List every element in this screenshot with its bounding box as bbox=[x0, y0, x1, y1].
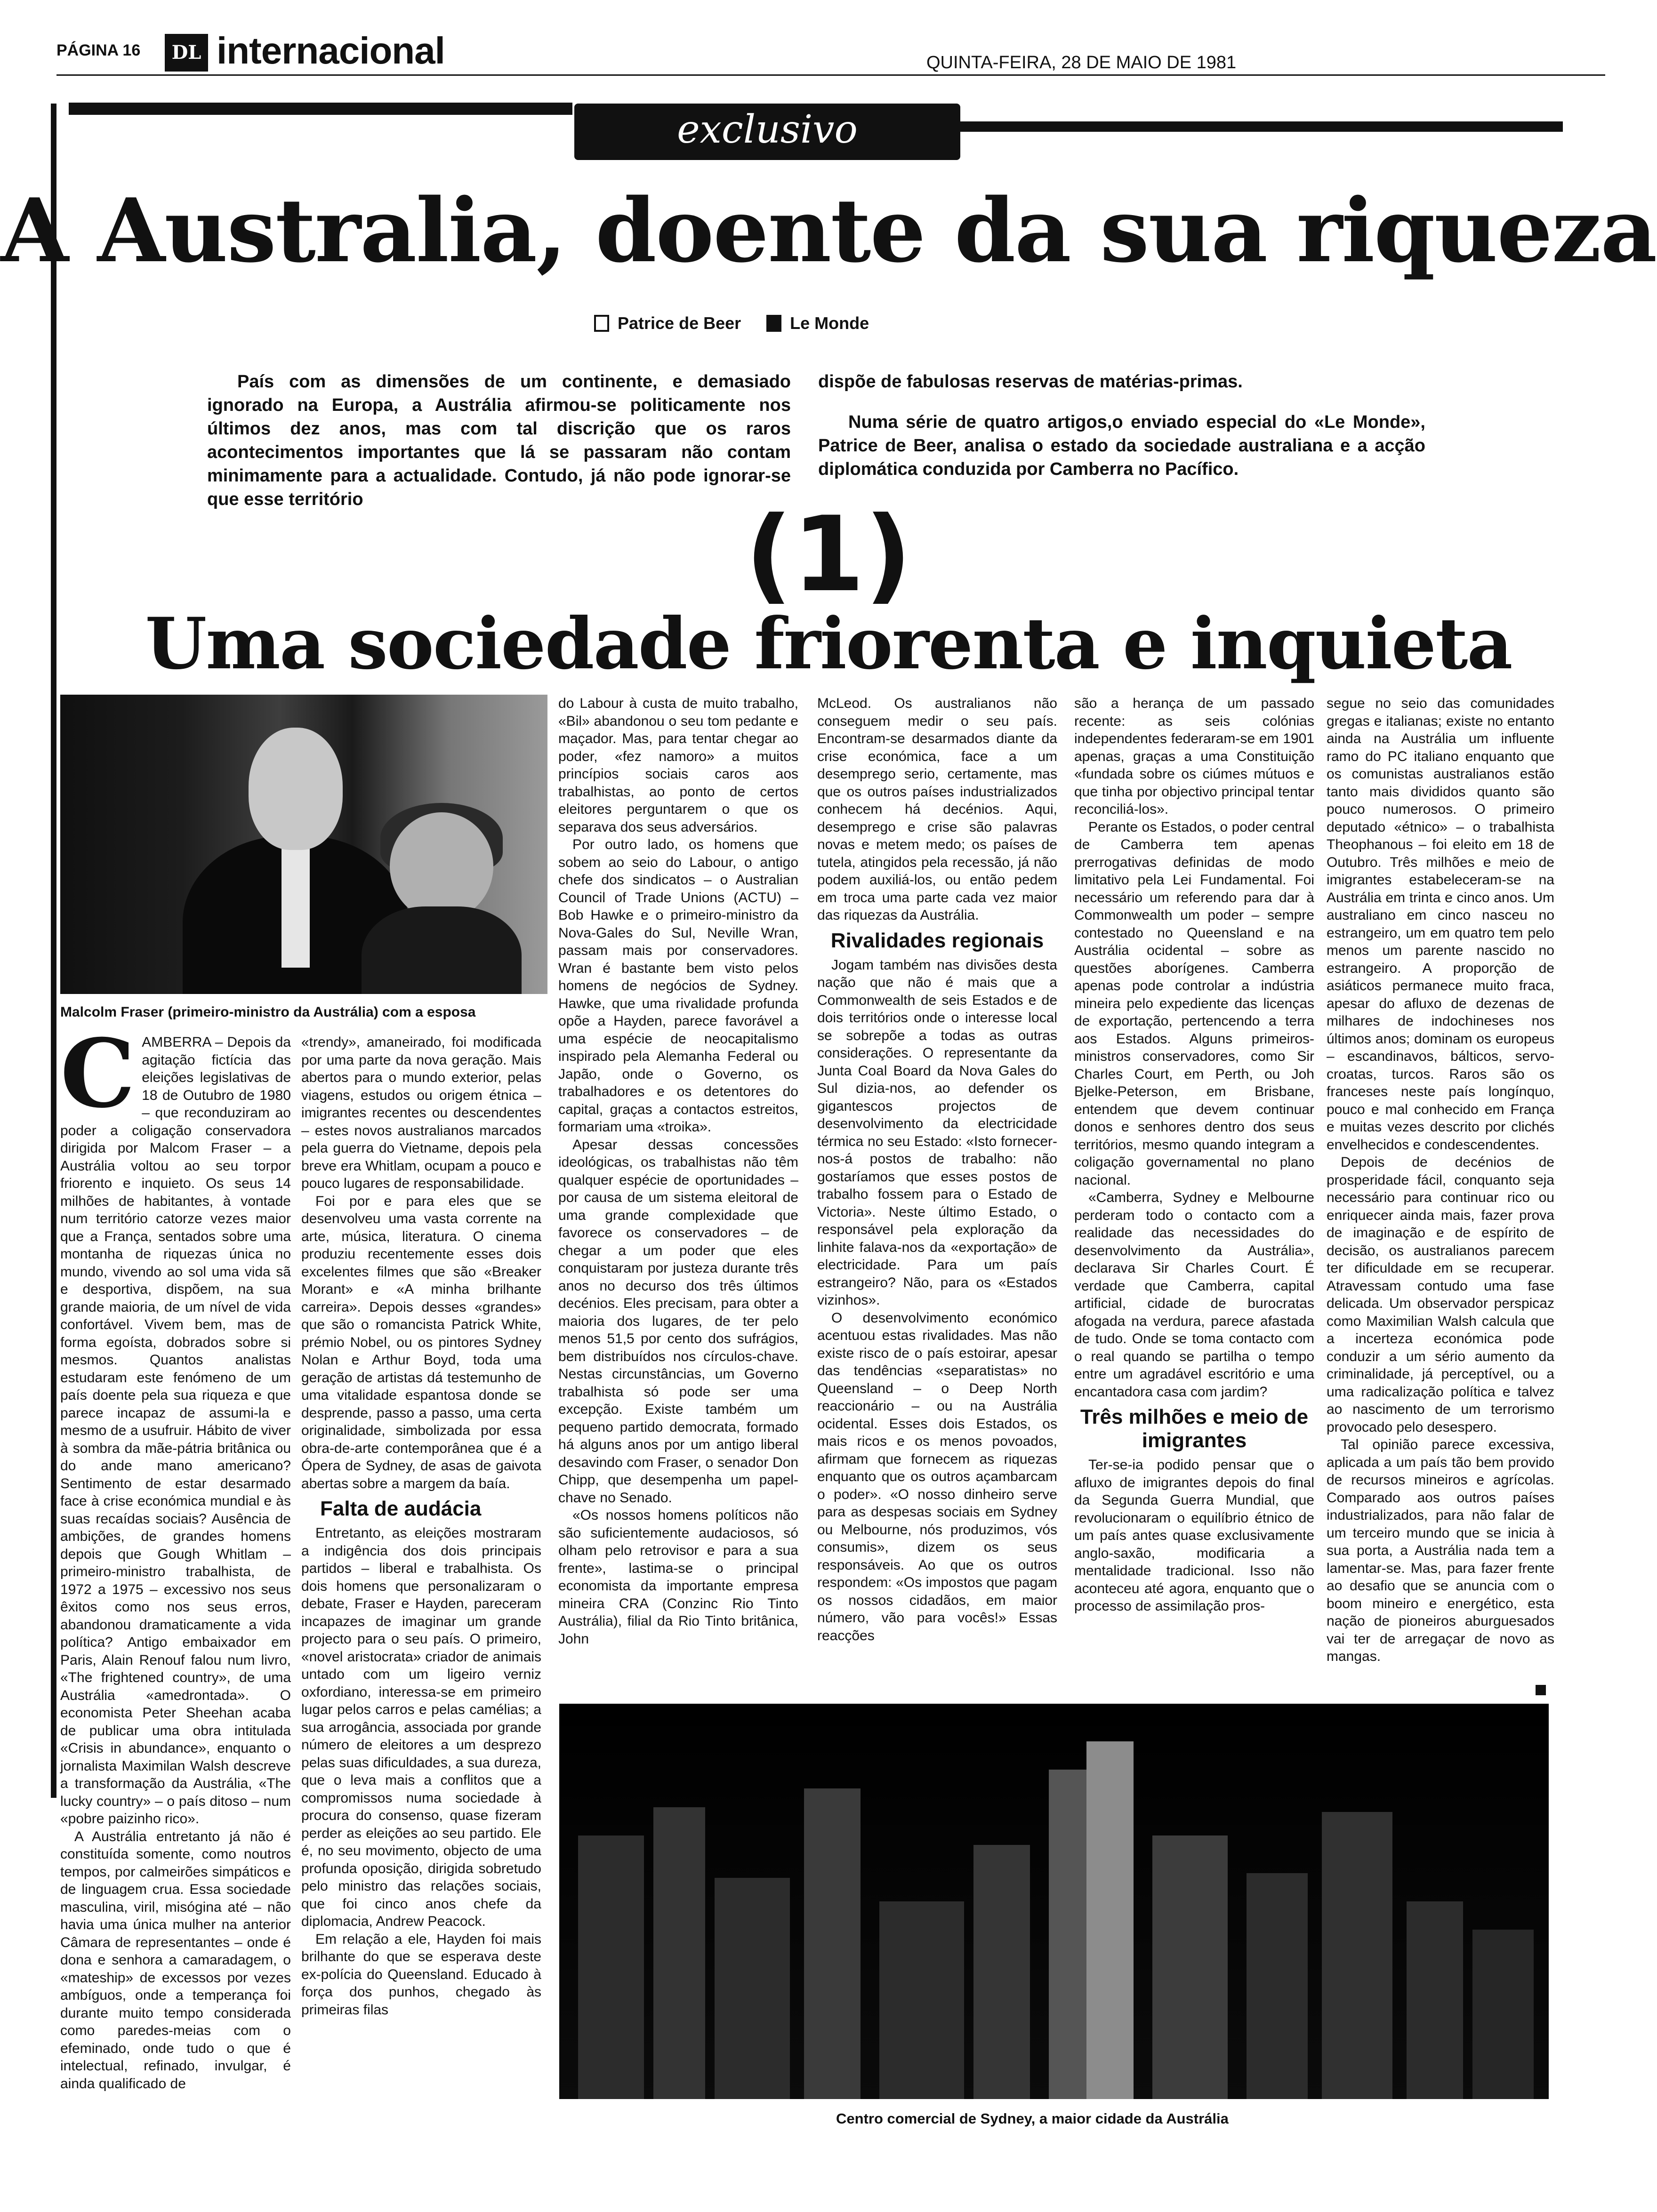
band-rule-right bbox=[960, 121, 1563, 132]
lead-right-text-2: Numa série de quatro artigos,o enviado especial do «Le Monde», Patrice de Beer, analisa o estado da sociedade australiana e a acção diplomática conduzida por Camberra no Pacífico. bbox=[818, 412, 1425, 479]
author-icon bbox=[594, 315, 609, 332]
photo-sydney-skyline bbox=[559, 1704, 1549, 2099]
issue-date: QUINTA-FEIRA, 28 DE MAIO DE 1981 bbox=[926, 53, 1237, 72]
article-column-1 bbox=[60, 1018, 291, 2092]
col5-paragraph-3: «Camberra, Sydney e Melbourne perderam todo o contacto com a realidade das necessidades do desenvolvimento da Austrália», declarava Sir Charles Court. É verdade que Camberra, capital artificial, cidade de burocratas afogada na verdura, parece afastada de tudo. Onde se toma contacto com o real quando se partilha o tempo entre um agradável escritório e uma encantadora casa com jardim? bbox=[1074, 1190, 1314, 1400]
sub-headline: Uma sociedade friorenta e inquieta bbox=[145, 602, 1512, 685]
col4-paragraph-2: Jogam também nas divisões desta nação que não é mais que a Commonwealth de seis Estados e de dois territórios onde o interesse local se sobrepõe a todas as outras considerações. O representante da Junta Coal Board da Nova Gales do Sul dizia-nos, ao defender os gigantescos projectos de desenvolvimento da electricidade térmica no seu Estado: «Isto fornecer-nos-á postos de trabalho: não gostaríamos que esses postos de trabalho fossem para o Estado de Victoria». Neste último Estado, o responsável pela exploração da linhite falava-nos da «exportação» de electricidade. Para um país estrangeiro? Não, para os «Estados vizinhos». bbox=[817, 957, 1057, 1308]
article-column-4 bbox=[817, 695, 1057, 1644]
band-rule-left bbox=[69, 103, 572, 115]
col3-paragraph-3: Apesar dessas concessões ideológicas, os trabalhistas não têm qualquer espécie de oportunidades – por causa de um sistema eleitoral de uma grande complexidade que favorece os conservadores – de chegar a um poder que eles conquistaram por justeza durante três anos no decurso dos três últimos decénios. Eles precisam, para obter a maioria dos lugares, de ter pelo menos 51,5 por cento dos sufrágios, bem distribuídos nos círculos-chave. Nestas circunstâncias, um Governo trabalhista só pode ser uma excepção. Existe também um pequeno partido democrata, formado há alguns anos por um antigo liberal desavindo com Fraser, o senador Don Chipp, que desempenha um papel-chave no Senado. bbox=[558, 1137, 798, 1506]
col3-paragraph-4: «Os nossos homens políticos não são suficientemente audaciosos, só olham pelo retrovisor e para a sua frente», lastima-se o principal economista da importante empresa mineira CRA (Conzinc Rio Tinto Austrália), filial da Rio Tinto britânica, John bbox=[558, 1507, 798, 1647]
crosshead-falta-de-audacia: Falta de audácia bbox=[320, 1497, 482, 1520]
section-title: internacional bbox=[217, 30, 445, 72]
col4-paragraph-3: O desenvolvimento económico acentuou estas rivalidades. Mas não existe risco de o país estoirar, apesar das tendências «separatistas» no Queensland – o Deep North reaccionário – ou na Austrália ocidental. Esses dois Estados, os mais ricos e os menos povoados, afirmam que fornecem as riquezas enquanto que os outros açambarcam o poder». «O nosso dinheiro serve para as despesas sociais em Sydney ou Melbourne, nós produzimos, vós consumis», dizem os seus responsáveis. Ao que os outros respondem: «Os impostos que pagam os nossos cidadãos, em maior número, vão para vocês!» Essas reacções bbox=[817, 1310, 1057, 1643]
article-column-2 bbox=[301, 1034, 541, 2019]
col2-paragraph-1: «trendy», amaneirado, foi modificada por uma parte da nova geração. Mais abertos para o mundo exterior, pelas viagens, estudos ou origem étnica – imigrantes recentes ou descendentes – estes novos australianos marcados pela guerra do Vietname, depois pela breve era Whitlam, ocupam a pouco e pouco lugares de responsabilidade. bbox=[301, 1034, 541, 1191]
col2-paragraph-2: Foi por e para eles que se desenvolveu uma vasta corrente na arte, música, literatura. O cinema produziu recentemente esses dois excelentes filmes que são «Breaker Morant» e «A minha brilhante carreira». Depois desses «grandes» que são o romancista Patrick White, prémio Nobel, ou os pintores Sydney Nolan e Arthur Boyd, toda uma geração de artistas dá testemunho de uma vitalidade espantosa donde se desprende, passo a passo, uma certa originalidade, simbolizada por essa obra-de-arte contemporânea que é a Ópera de Sydney, de asas de gaivota abertas sobre a margem da baía. bbox=[301, 1193, 541, 1491]
masthead-rule bbox=[56, 74, 1605, 76]
crosshead-tres-milhoes: Três milhões e meio de imigrantes bbox=[1080, 1405, 1309, 1452]
photo-caption-fraser: Malcolm Fraser (primeiro-ministro da Austrália) com a esposa bbox=[60, 1004, 476, 1020]
author-name: Patrice de Beer bbox=[618, 313, 741, 333]
col5-paragraph-1: são a herança de um passado recente: as seis colónias independentes federaram-se em 1901 apenas, graças a uma Constituição «fundada sobre os ciúmes mútuos e que tinha por objectivo principal tentar reconciliá-los». bbox=[1074, 696, 1314, 817]
byline bbox=[594, 313, 869, 333]
col2-paragraph-4: Em relação a ele, Hayden foi mais brilhante do que se esperava deste ex-polícia do Queensland. Educado à força dos punhos, chegado às primeiras filas bbox=[301, 1931, 541, 2018]
source-name: Le Monde bbox=[790, 313, 869, 333]
col4-paragraph-1: McLeod. Os australianos não conseguem medir o seu país. Encontram-se desarmados diante da crise económica, face a um desemprego serio, certamente, mas que os outros países industrializados conhecem há decénios. Aqui, desemprego e crise são palavras novas e metem medo; os países de tutela, atingidos pela recessão, já não podem auxiliá-los, ou então pedem em troca uma parte cada vez maior das riquezas da Austrália. bbox=[817, 696, 1057, 923]
col3-paragraph-1: do Labour à custa de muito trabalho, «Bil» abandonou o seu tom pedante e maçador. Mas, para tentar chegar ao poder, «fez namoro» a muitos princípios sociais caros aos trabalhistas, ao ponto de certos eleitores perguntarem o que os separava dos seus adversários. bbox=[558, 696, 798, 835]
lead-left bbox=[207, 370, 791, 511]
part-number: (1) bbox=[745, 494, 912, 615]
newspaper-logo: DL bbox=[165, 34, 208, 72]
lead-right-text-1: dispõe de fabulosas reservas de matérias-primas. bbox=[818, 372, 1243, 392]
left-frame-rule bbox=[51, 104, 56, 1798]
col3-paragraph-2: Por outro lado, os homens que sobem ao seio do Labour, o antigo chefe dos sindicatos – o Australian Council of Trade Unions (ACTU) – Bob Hawke e o primeiro-ministro da Nova-Gales do Sul, Neville Wran, passam mais por conservadores. Wran é bastante bem visto pelos homens de negócios de Sydney. Hawke, que uma rivalidade profunda opõe a Hayden, parece favorável a uma espécie de neocapitalismo inspirado pela Alemanha Federal ou Japão, onde o Governo, os trabalhadores e os detentores do capital, graças a contactos estreitos, formariam uma «troika». bbox=[558, 837, 798, 1135]
col6-paragraph-1: segue no seio das comunidades gregas e italianas; existe no entanto ainda na Austrália um influente ramo do PC italiano enquanto que os comunistas australianos estão tanto mais divididos quanto são pouco numerosos. O primeiro deputado «étnico» – o trabalhista Theophanous – foi eleito em 18 de Outubro. Três milhões e meio de imigrantes estabeleceram-se na Austrália em trinta e cinco anos. Um australiano em cinco nasceu no estrangeiro, um em quatro tem pelo menos um parente nascido no estrangeiro. A proporção de asiáticos permanece muito fraca, apesar do afluxo de dezenas de milhares de indochineses nos últimos anos; dominam os europeus – escandinavos, bálticos, servo-croatas, turcos. Raros são os franceses neste país longínquo, pouco e mal conhecido em França e muitas vezes descrito por clichés envelhecidos e condescendentes. bbox=[1327, 696, 1554, 1153]
article-column-3 bbox=[558, 695, 798, 1648]
exclusive-label: exclusivo bbox=[574, 104, 960, 160]
col6-paragraph-2: Depois de decénios de prosperidade fácil, conquanto seja necessário para continuar rico ou enriquecer ainda mais, fazer prova de imaginação e de espírito de decisão, os australianos parecem ter dificuldade em se recuperar. Atravessam contudo uma fase delicada. Um observador perspicaz como Maximilian Walsh calcula que a incerteza económica pode conduzir a um sério aumento da criminalidade, já perceptível, ou a uma radicalização política e talvez ao nascimento de um terrorismo provocado pelo desespero. bbox=[1327, 1154, 1554, 1435]
col6-paragraph-3: Tal opinião parece excessiva, aplicada a um país tão bem provido de recursos mineiros e agrícolas. Comparado aos outros países industrializados, para não falar de um terceiro mundo que se inicia à sua porta, a Austrália nada tem a lamentar-se. Mas, para fazer frente ao desafio que se anuncia com o boom mineiro e energético, esta nação de pioneiros aburguesados vai ter de arregaçar de novo as mangas. bbox=[1327, 1437, 1554, 1664]
photo-fraser-couple bbox=[60, 695, 547, 994]
main-headline: A Australia, doente da sua riqueza bbox=[0, 179, 1657, 282]
page-number: PÁGINA 16 bbox=[56, 41, 141, 59]
drop-cap: C bbox=[60, 1018, 136, 1129]
end-of-article-mark bbox=[1536, 1685, 1546, 1695]
lead-left-text: País com as dimensões de um continente, e demasiado ignorado na Europa, a Austrália afirmou-se politicamente nos últimos dez anos, mas com tal discrição que os raros acontecimentos importantes que lá se passaram não contam minimamente para a actualidade. Contudo, já não pode ignorar-se que esse território bbox=[207, 372, 791, 509]
col5-paragraph-2: Perante os Estados, o poder central de Camberra tem apenas prerrogativas definidas de modo limitativo pela Lei Fundamental. Foi necessário um referendo para dar à Commonwealth um poder – sempre contestado no Queensland e na Austrália ocidental – sobre as questões aborígenes. Camberra apenas pode controlar a indústria mineira pelo expediente das licenças de exportação, pertencendo a terra aos Estados. Alguns primeiros-ministros conservadores, como Sir Charles Court, em Perth, ou Joh Bjelke-Peterson, em Brisbane, entendem que devem continuar donos e senhores dentro dos seus territórios, mesmo quando integram a coligação governamental no plano nacional. bbox=[1074, 819, 1314, 1188]
lead-right bbox=[818, 370, 1425, 481]
source-icon bbox=[766, 315, 781, 332]
crosshead-rivalidades-regionais: Rivalidades regionais bbox=[830, 929, 1044, 952]
col1-paragraph-2: A Austrália entretanto já não é constituída somente, como noutros tempos, por calmeirões simpáticos e de linguagem crua. Essa sociedade masculina, viril, misógina até – não havia uma única mulher na anterior Câmara de representantes – onde é dona e senhora a camaradagem, o «mateship» de excessos por vezes ambíguos, onde a temperança foi durante muito tempo considerada como paredes-meias com o efeminado, onde tudo o que é intelectual, refinado, invulgar, é ainda qualificado de bbox=[60, 1828, 291, 2092]
article-column-5 bbox=[1074, 695, 1314, 1615]
col2-paragraph-3: Entretanto, as eleições mostraram a indigência dos dois principais partidos – liberal e trabalhista. Os dois homens que personalizaram o debate, Fraser e Hayden, pareceram incapazes de imaginar um grande projecto para o seu país. O primeiro, «novel aristocrata» criador de animais untado com um ligeiro verniz oxfordiano, interessa-se em primeiro lugar pelos carros e pelas camélias; a sua arrogância, associada por grande número de eleitores a um desprezo pelas suas dificuldades, a sua dureza, que o leva mais a conflitos que a compromissos numa sociedade à procura do consenso, quase fizeram perder as eleições ao seu partido. Ele é, no seu movimento, objecto de uma profunda oposição, dirigida sobretudo pelo ministro das relações sociais, que foi cinco anos chefe da diplomacia, Andrew Peacock. bbox=[301, 1525, 541, 1929]
photo-caption-sydney: Centro comercial de Sydney, a maior cidade da Austrália bbox=[836, 2110, 1229, 2127]
article-column-6 bbox=[1327, 695, 1554, 1666]
col1-paragraph-1: AMBERRA – Depois da agitação fictícia das eleições legislativas de 18 de Outubro de 1980 – que reconduziram ao poder a coligação conservadora dirigida por Malcom Fraser – a Austrália voltou ao seu torpor friorento e inquieto. Os seus 14 milhões de habitantes, à vontade num território catorze vezes maior que a França, sentados sobre uma montanha de riquezas única no mundo, vivendo ao sol uma vida sã e desportiva, dispõem, na sua grande maioria, de um nível de vida confortável. Vivem bem, mas de forma egoísta, dobrados sobre si mesmos. Quantos analistas estudaram este fenómeno de um país doente pela sua riqueza e que parece incapaz de assumi-la e mesmo de a usufruir. Hábito de viver à sombra da mãe-pátria britânica ou do ande mano americano? Sentimento de estar desarmado face à crise económica mundial e às suas recaídas sociais? Ausência de ambições, de grandes homens depois que Gough Whitlam – primeiro-ministro trabalhista, de 1972 a 1975 – excessivo nos seus êxitos como nos seus erros, abandonou dramaticamente a vida política? Antigo embaixador em Paris, Alain Renouf falou num livro, «The frightened country», de uma Austrália «amedrontada». O economista Peter Sheehan acaba de publicar uma obra intitulada «Crisis in abundance», enquanto o jornalista Maximilan Walsh descreve a transformação da Austrália, «The lucky country» – o país ditoso – num «pobre paizinho rico». bbox=[60, 1034, 291, 1827]
col5-paragraph-4: Ter-se-ia podido pensar que o afluxo de imigrantes depois do final da Segunda Guerra Mundial, que revolucionaram o equilíbrio étnico de um país antes quase exclusivamente anglo-saxão, modificaria a mentalidade tradicional. Isso não aconteceu até agora, enquanto que o processo de assimilação pros- bbox=[1074, 1457, 1314, 1614]
